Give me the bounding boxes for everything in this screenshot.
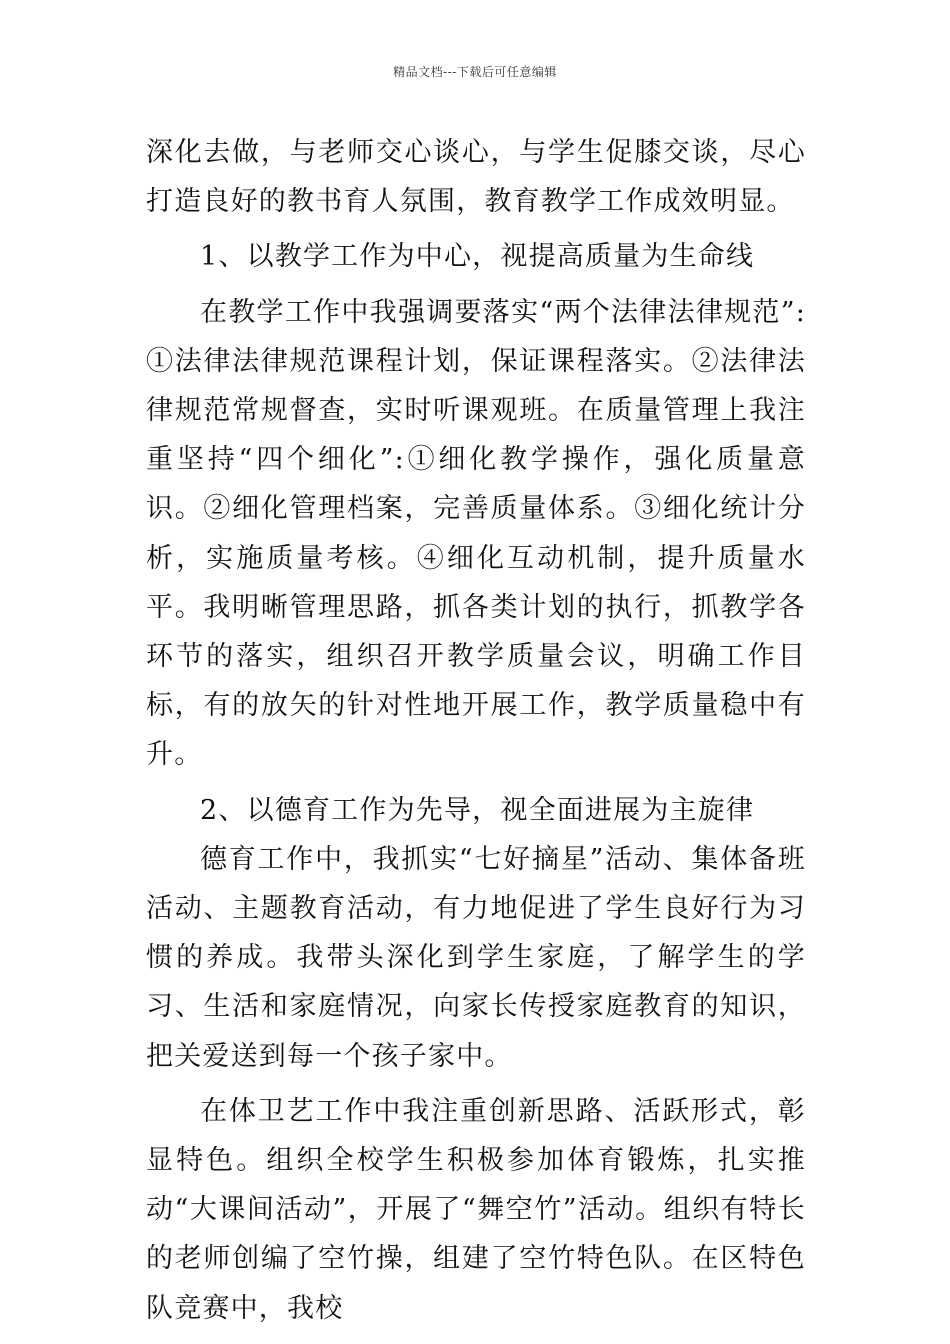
section-heading-teaching: 1、以教学工作为中心，视提高质量为生命线 (200, 241, 755, 273)
section-heading-moral-education: 2、以德育工作为先导，视全面进展为主旋律 (200, 794, 755, 826)
page-header: 精品文档---下载后可任意编辑 (393, 65, 557, 79)
paragraph-moral-education: 德育工作中，我抓实“七好摘星”活动、集体备班活动、主题教育活动，有力地促进了学生良好行为习惯的养成。我带头深化到学生家庭，了解学生的学习、生活和家庭情况，向家长传授家庭教育的知识，把关爱送到每一个孩子家中。 (146, 843, 806, 1072)
paragraph-sports-arts: 在体卫艺工作中我注重创新思路、活跃形式，彰显特色。组织全校学生积极参加体育锻炼，扎实推动“大课间活动”，开展了“舞空竹”活动。组织有特长的老师创编了空竹操，组建了空竹特色队。在区特色队竞赛中，我校 (146, 1095, 806, 1324)
paragraph-teaching: 在教学工作中我强调要落实“两个法律法律规范”:①法律法律规范课程计划，保证课程落实。②法律法律规范常规督查，实时听课观班。在质量管理上我注重坚持“四个细化”:①细化教学操作，强化质量意识。②细化管理档案，完善质量体系。③细化统计分析，实施质量考核。④细化互动机制，提升质量水平。我明晰管理思路，抓各类计划的执行，抓教学各环节的落实，组织召开教学质量会议，明确工作目标，有的放矢的针对性地开展工作，教学质量稳中有升。 (146, 296, 806, 771)
document-body (146, 128, 806, 1333)
paragraph-continuation: 深化去做，与老师交心谈心，与学生促膝交谈，尽心打造良好的教书育人氛围，教育教学工作成效明显。 (146, 137, 806, 218)
